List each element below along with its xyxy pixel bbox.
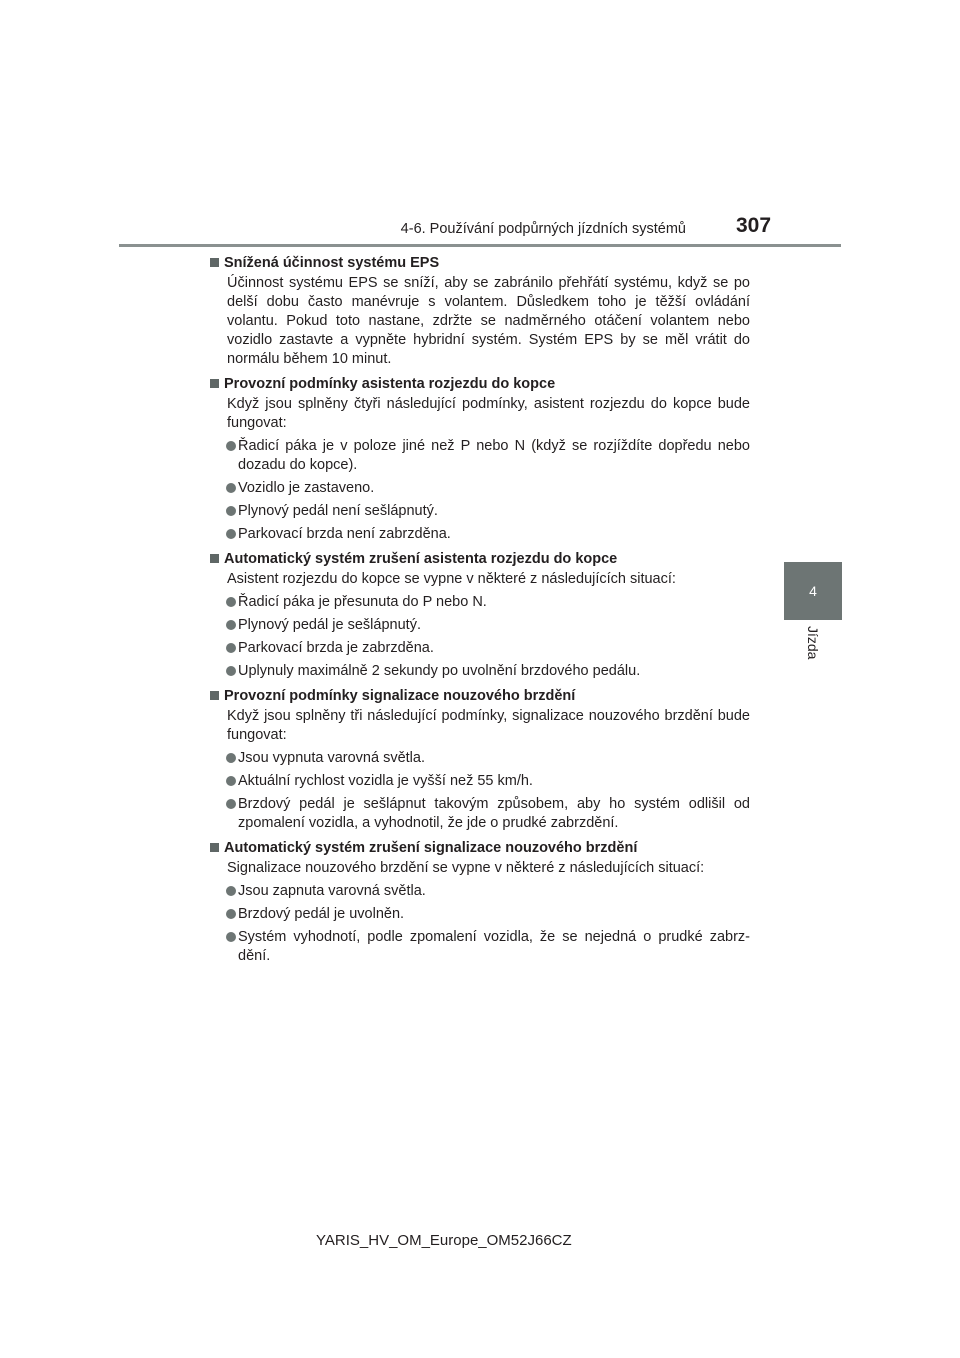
list-item: Plynový pedál je sešlápnutý. [210, 616, 750, 635]
circle-bullet-icon [226, 666, 236, 676]
square-bullet-icon [210, 554, 219, 563]
section-title: Automatický systém zrušení signalizace nouzového brzdění [210, 839, 750, 858]
circle-bullet-icon [226, 483, 236, 493]
list-item: Parkovací brzda je zabrzděna. [210, 639, 750, 658]
section-text: Signalizace nouzového brzdění se vypne v některé z následujících situací: [227, 860, 705, 876]
section-title: Snížená účinnost systému EPS [210, 254, 750, 273]
page-content [210, 254, 750, 966]
document-code: YARIS_HV_OM_Europe_OM52J66CZ [316, 1232, 572, 1249]
list-item: Brzdový pedál je sešlápnut takovým způsobem, aby ho systém odlišil od zpomalení vozidla, a vyhodnotil, že jde o prudké zabrzdění. [210, 795, 750, 833]
circle-bullet-icon [226, 441, 236, 451]
circle-bullet-icon [226, 529, 236, 539]
list-item: Řadicí páka je přesunuta do P nebo N. [210, 593, 750, 612]
list-item: Jsou vypnuta varovná světla. [210, 749, 750, 768]
circle-bullet-icon [226, 597, 236, 607]
list-item: Aktuální rychlost vozidla je vyšší než 55 km/h. [210, 772, 750, 791]
section-title: Provozní podmínky signalizace nouzového brzdění [210, 687, 750, 706]
section-text: Asistent rozjezdu do kopce se vypne v některé z následujících situací: [227, 571, 676, 587]
page-number: 307 [736, 214, 772, 237]
circle-bullet-icon [226, 886, 236, 896]
circle-bullet-icon [226, 932, 236, 942]
list-item: Vozidlo je zastaveno. [210, 479, 750, 498]
list-item: Brzdový pedál je uvolněn. [210, 905, 750, 924]
chapter-number: 4 [809, 583, 817, 599]
list-item: Parkovací brzda není zabrzděna. [210, 525, 750, 544]
chapter-label: Jízda [805, 626, 821, 660]
circle-bullet-icon [226, 909, 236, 919]
circle-bullet-icon [226, 776, 236, 786]
chapter-tab[interactable] [784, 562, 842, 620]
circle-bullet-icon [226, 620, 236, 630]
section-text: Účinnost systému EPS se sníží, aby se zabránilo přehřátí systému, když se po delší dobu často manévruje s volantem. Důsledkem toho je těžší ovládání volantu. Pokud toto nastane, zdržte se nadměrného otáčení volantem nebo vozidlo zastavte a vypněte hybridní systém. Systém EPS by se měl vrátit do normálu během 10 minut. [227, 275, 750, 367]
header-divider [119, 244, 841, 247]
section-text: Když jsou splněny čtyři následující podmínky, asistent rozjezdu do kopce bude fungovat: [227, 396, 750, 431]
circle-bullet-icon [226, 799, 236, 809]
section-title: Provozní podmínky asistenta rozjezdu do kopce [210, 375, 750, 394]
header-section-title: 4-6. Používání podpůrných jízdních systémů [400, 221, 686, 237]
square-bullet-icon [210, 843, 219, 852]
list-item: Plynový pedál není sešlápnutý. [210, 502, 750, 521]
circle-bullet-icon [226, 753, 236, 763]
list-item: Uplynuly maximálně 2 sekundy po uvolnění brzdového pedálu. [210, 662, 750, 681]
circle-bullet-icon [226, 506, 236, 516]
list-item: Jsou zapnuta varovná světla. [210, 882, 750, 901]
section-title: Automatický systém zrušení asistenta rozjezdu do kopce [210, 550, 750, 569]
list-item: Řadicí páka je v poloze jiné než P nebo N (když se rozjíždíte dopředu nebo dozadu do kopce). [210, 437, 750, 475]
square-bullet-icon [210, 379, 219, 388]
square-bullet-icon [210, 691, 219, 700]
circle-bullet-icon [226, 643, 236, 653]
section-text: Když jsou splněny tři následující podmínky, signalizace nouzového brzdění bude fungovat: [227, 708, 750, 743]
square-bullet-icon [210, 258, 219, 267]
list-item: Systém vyhodnotí, podle zpomalení vozidla, že se nejedná o prudké zabrz-dění. [210, 928, 750, 966]
